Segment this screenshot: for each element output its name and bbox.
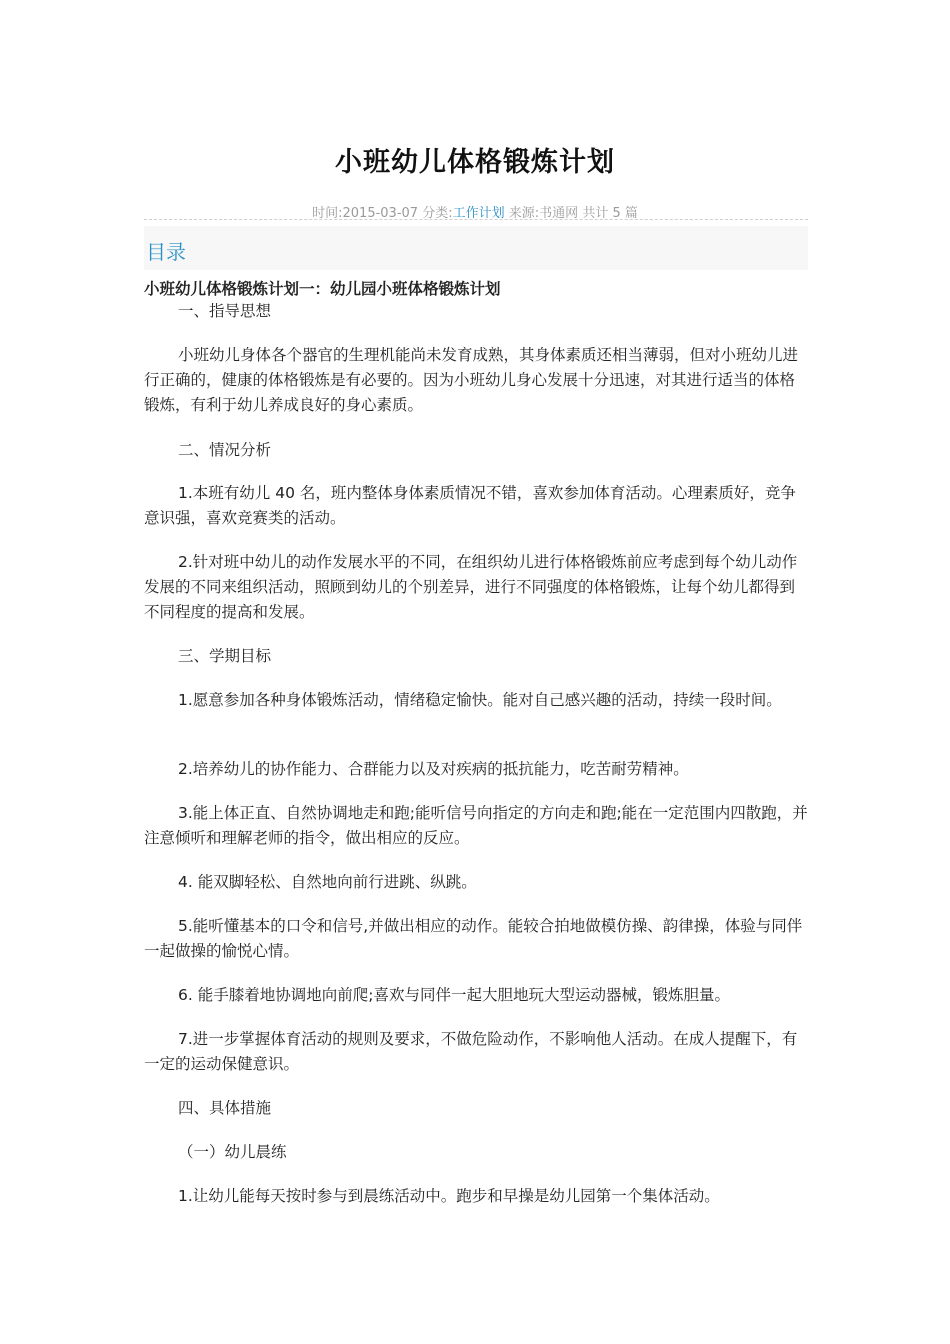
paragraph: 7.进一步掌握体育活动的规则及要求，不做危险动作，不影响他人活动。在成人提醒下，有一定的运动保健意识。 xyxy=(144,1030,798,1073)
toc-box xyxy=(144,226,808,270)
source-name: 书通网 xyxy=(539,206,579,221)
paragraph: 2.培养幼儿的协作能力、合群能力以及对疾病的抵抗能力，吃苦耐劳精神。 xyxy=(178,760,689,778)
paragraph: 5.能听懂基本的口令和信号,并做出相应的动作。能较合拍地做模仿操、韵律操，体验与同伴一起做操的愉悦心情。 xyxy=(144,917,803,960)
paragraph: 4. 能双脚轻松、自然地向前行进跳、纵跳。 xyxy=(178,873,477,891)
paragraph: 小班幼儿身体各个器官的生理机能尚未发育成熟，其身体素质还相当薄弱，但对小班幼儿进行正确的，健康的体格锻炼是有必要的。因为小班幼儿身心发展十分迅速，对其进行适当的体格锻炼，有利于幼儿养成良好的身心素质。 xyxy=(144,346,799,414)
article-count: 共计 5 篇 xyxy=(582,206,638,221)
heading-semester-goals: 三、学期目标 xyxy=(178,647,272,665)
paragraph: 2.针对班中幼儿的动作发展水平的不同，在组织幼儿进行体格锻炼前应考虑到每个幼儿动作发展的不同来组织活动，照顾到幼儿的个别差异，进行不同强度的体格锻炼，让每个幼儿都得到不同程度的提高和发展。 xyxy=(144,553,798,621)
divider xyxy=(144,219,808,220)
subheading-morning-exercise: （一）幼儿晨练 xyxy=(178,1143,287,1161)
heading-specific-measures: 四、具体措施 xyxy=(178,1099,272,1117)
heading-situation-analysis: 二、情况分析 xyxy=(178,441,272,459)
toc-title: 目录 xyxy=(146,240,186,264)
time-label: 时间: xyxy=(312,206,343,221)
heading-guiding-thought: 一、指导思想 xyxy=(178,302,272,320)
paragraph: 1.本班有幼儿 40 名，班内整体身体素质情况不错，喜欢参加体育活动。心理素质好，竞争意识强，喜欢竞赛类的活动。 xyxy=(144,484,796,527)
source-label: 来源: xyxy=(508,206,540,221)
paragraph: 6. 能手膝着地协调地向前爬;喜欢与同伴一起大胆地玩大型运动器械，锻炼胆量。 xyxy=(178,986,730,1004)
paragraph: 1.让幼儿能每天按时参与到晨练活动中。跑步和早操是幼儿园第一个集体活动。 xyxy=(178,1187,720,1205)
paragraph: 3.能上体正直、自然协调地走和跑;能听信号向指定的方向走和跑;能在一定范围内四散跑，并注意倾听和理解老师的指令，做出相应的反应。 xyxy=(144,804,808,847)
category-label: 分类: xyxy=(422,206,453,221)
paragraph: 1.愿意参加各种身体锻炼活动，情绪稳定愉快。能对自己感兴趣的活动，持续一段时间。 xyxy=(178,691,782,709)
article-title: 小班幼儿体格锻炼计划 xyxy=(335,147,615,178)
section-title: 小班幼儿体格锻炼计划一：幼儿园小班体格锻炼计划 xyxy=(144,280,501,298)
category-link[interactable]: 工作计划 xyxy=(452,206,505,221)
publish-date: 2015-03-07 xyxy=(342,206,419,221)
